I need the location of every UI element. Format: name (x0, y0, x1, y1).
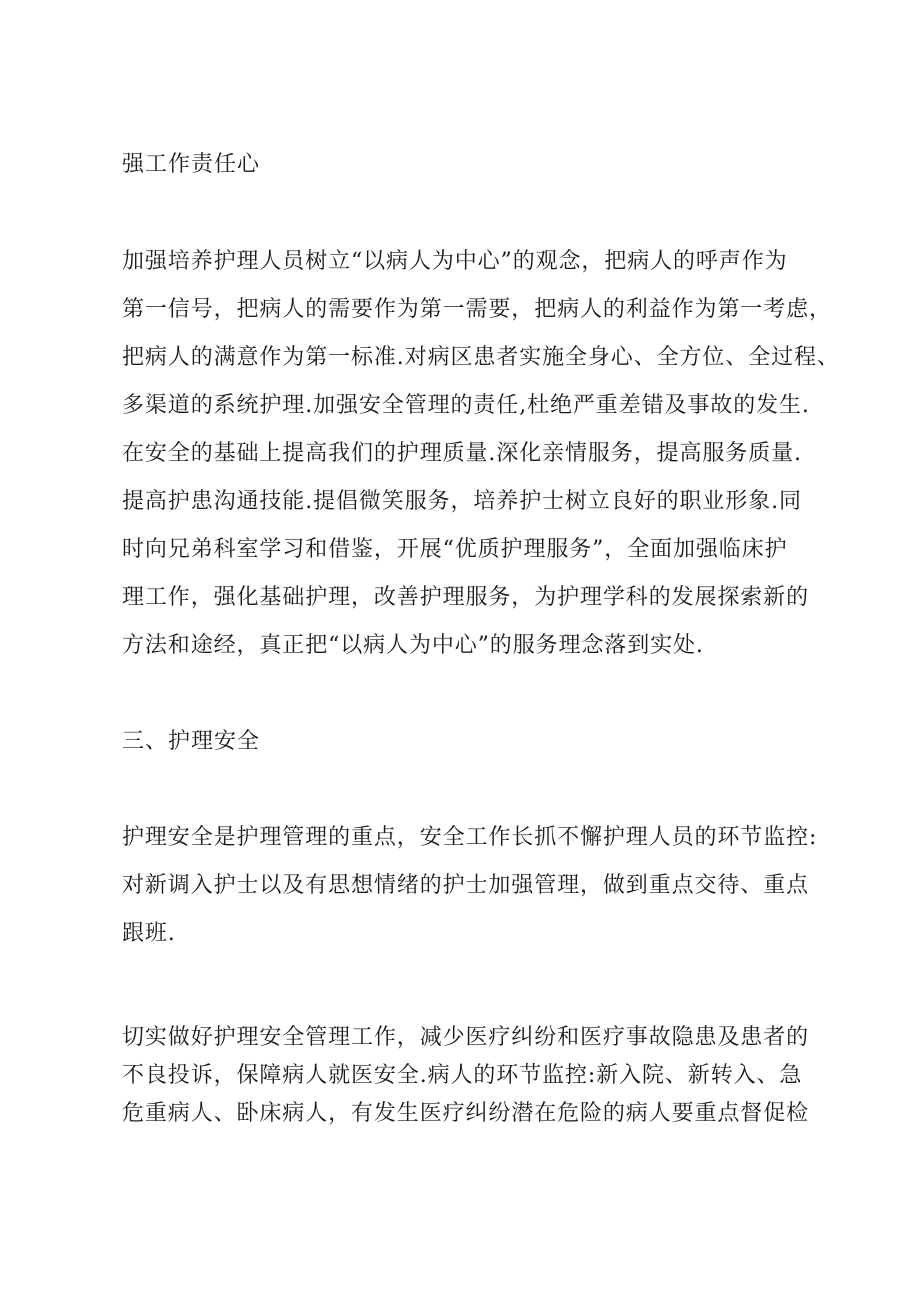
paragraph-line: 护理安全是护理管理的重点，安全工作长抓不懈护理人员的环节监控: (122, 825, 818, 850)
paragraph-line: 把病人的满意作为第一标准.对病区患者实施全身心、全方位、全过程、 (122, 345, 840, 370)
paragraph-line: 不良投诉，保障病人就医安全.病人的环节监控:新入院、新转入、急 (122, 1063, 803, 1088)
paragraph-line: 对新调入护士以及有思想情绪的护士加强管理，做到重点交待、重点 (122, 873, 810, 898)
paragraph-line: 时向兄弟科室学习和借鉴，开展“优质护理服务”，全面加强临床护 (122, 537, 788, 562)
paragraph-line: 提高护患沟通技能.提倡微笑服务，培养护士树立良好的职业形象.同 (122, 489, 802, 514)
paragraph-line: 第一信号，把病人的需要作为第一需要，把病人的利益作为第一考虑， (122, 297, 832, 322)
paragraph-line: 切实做好护理安全管理工作，减少医疗纠纷和医疗事故隐患及患者的 (122, 1025, 810, 1050)
paragraph-line: 跟班. (122, 921, 176, 946)
paragraph-line: 危重病人、卧床病人，有发生医疗纠纷潜在危险的病人要重点督促检 (122, 1101, 810, 1126)
section-heading-responsibility: 强工作责任心 (122, 152, 261, 177)
paragraph-line: 在安全的基础上提高我们的护理质量.深化亲情服务，提高服务质量. (122, 441, 802, 466)
paragraph-line: 多渠道的系统护理.加强安全管理的责任,杜绝严重差错及事故的发生. (122, 393, 810, 418)
section-heading-nursing-safety: 三、护理安全 (122, 729, 261, 754)
paragraph-line: 方法和途经，真正把“以病人为中心”的服务理念落到实处. (122, 633, 704, 658)
paragraph-line: 理工作，强化基础护理，改善护理服务，为护理学科的发展探索新的 (122, 585, 810, 610)
paragraph-line: 加强培养护理人员树立“以病人为中心”的观念，把病人的呼声作为 (122, 249, 788, 274)
